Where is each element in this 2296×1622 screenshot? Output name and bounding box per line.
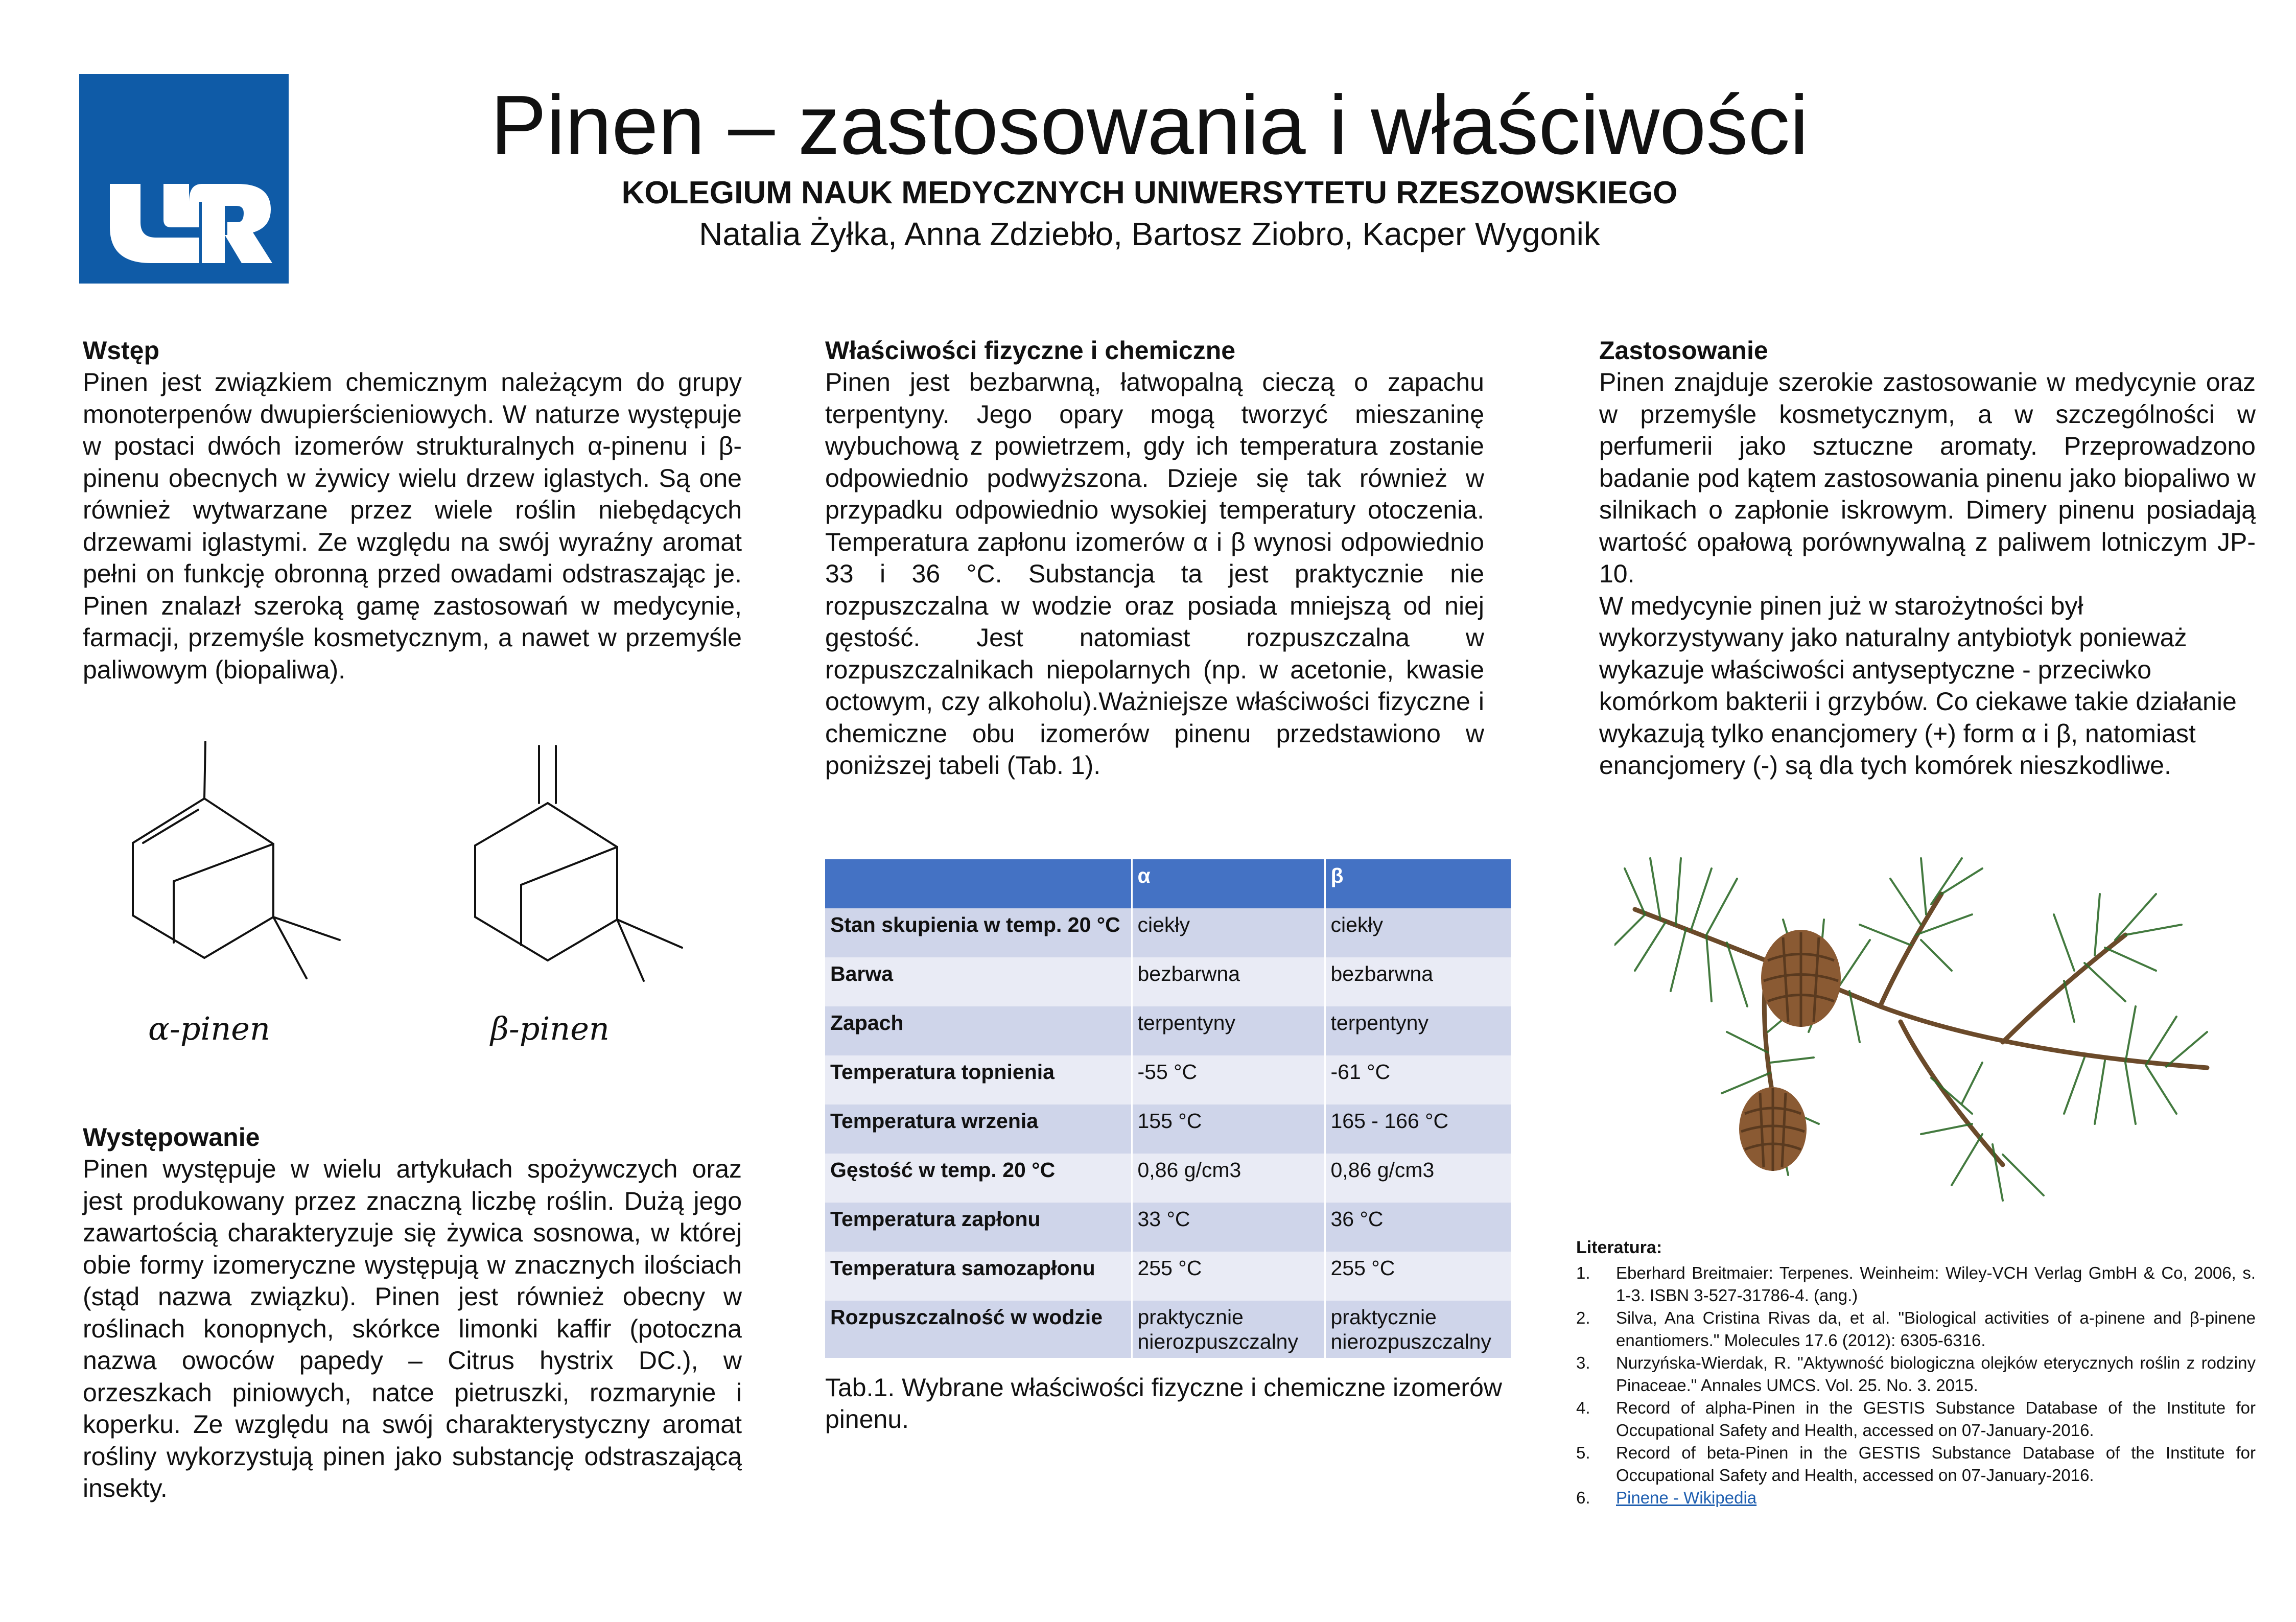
- table-cell: -61 °C: [1325, 1055, 1511, 1104]
- list-item: [1576, 1307, 2256, 1352]
- table-row: [825, 1006, 1511, 1055]
- list-item: [1576, 1352, 2256, 1397]
- occurrence-heading: Występowanie: [83, 1123, 260, 1151]
- list-item-text: Nurzyńska-Wierdak, R. "Aktywność biologiczna olejków eterycznych roślin z rodziny Pinaceae." Annales UMCS. Vol. 25. No. 3. 2015.: [1616, 1353, 2256, 1395]
- table-cell: praktycznie nierozpuszczalny: [1132, 1301, 1325, 1358]
- table-cell: bezbarwna: [1132, 957, 1325, 1006]
- table-row: [825, 908, 1511, 957]
- list-item-number: 5.: [1576, 1443, 1590, 1462]
- table-cell: 165 - 166 °C: [1325, 1104, 1511, 1154]
- beta-pinene-structure: [475, 746, 682, 981]
- wikipedia-link[interactable]: Pinene - Wikipedia: [1616, 1488, 1757, 1507]
- list-item: [1576, 1262, 2256, 1307]
- list-item-text: Record of alpha-Pinen in the GESTIS Substance Database of the Institute for Occupational Safety and Health, accessed on 07-January-2016.: [1616, 1398, 2256, 1440]
- table-header-row: [825, 859, 1511, 908]
- ur-logo-icon: [79, 74, 289, 284]
- table-header-cell: [825, 859, 1132, 908]
- list-item: [1576, 1442, 2256, 1487]
- table-cell: Zapach: [825, 1006, 1132, 1055]
- uses-heading: Zastosowanie: [1599, 336, 1768, 365]
- properties-table: [825, 859, 1512, 1358]
- list-item-number: 1.: [1576, 1263, 1590, 1282]
- table-row: [825, 1252, 1511, 1301]
- table-cell: bezbarwna: [1325, 957, 1511, 1006]
- table-cell: terpentyny: [1325, 1006, 1511, 1055]
- list-item: [1576, 1397, 2256, 1442]
- table-cell: ciekły: [1325, 908, 1511, 957]
- table-row: [825, 1154, 1511, 1203]
- table-cell: Barwa: [825, 957, 1132, 1006]
- list-item-text: Eberhard Breitmaier: Terpenes. Weinheim: Wiley-VCH Verlag GmbH & Co, 2006, s. 1-3. ISBN 3-527-31786-4. (ang.): [1616, 1263, 2256, 1305]
- alpha-pinene-label: α-pinen: [148, 1010, 270, 1047]
- intro-text: Pinen jest związkiem chemicznym należącym do grupy monoterpenów dwupierścieniowych. W naturze występuje w postaci dwóch izomerów strukturalnych α-pinenu i β-pinenu obecnych w żywicy wielu drzew iglastych. Są one również wytwarzane przez wiele roślin niebędących drzewami iglastymi. Ze względu na swój wyraźny aromat pełni on funkcję obronną przed owadami odstraszając je. Pinen znalazł szeroką gamę zastosowań w medycynie, farmacji, przemyśle kosmetycznym, a nawet w przemyśle paliwowym (biopaliwa).: [83, 368, 742, 684]
- table-row: [825, 957, 1511, 1006]
- table-row: [825, 1203, 1511, 1252]
- properties-heading: Właściwości fizyczne i chemiczne: [825, 336, 1236, 365]
- table-cell: Gęstość w temp. 20 °C: [825, 1154, 1132, 1203]
- list-item-number: 2.: [1576, 1308, 1590, 1327]
- uses-text-1: Pinen znajduje szerokie zastosowanie w medycynie oraz w przemyśle kosmetycznym, a w szczególności w perfumerii jako sztuczne aromaty. Przeprowadzono badanie pod kątem zastosowania pinenu jako biopaliwo w silnikach o zapłonie iskrowym. Dimery pinenu posiadają wartość opałową porównywalną z paliwem lotniczym JP-10.: [1599, 368, 2256, 588]
- pine-branch-icon: [1614, 838, 2217, 1206]
- uses-text-2: W medycynie pinen już w starożytności był wykorzystywany jako naturalny antybiotyk ponieważ wykazuje właściwości antyseptyczne - przeciwko komórkom bakterii i grzybów. Co ciekawe takie działanie wykazują tylko enancjomery (+) form α i β, natomiast enancjomery (-) są dla tych komórek nieszkodliwe.: [1599, 591, 2237, 780]
- list-item-text: Record of beta-Pinen in the GESTIS Substance Database of the Institute for Occupational Safety and Health, accessed on 07-January-2016.: [1616, 1443, 2256, 1485]
- table-caption: Tab.1. Wybrane właściwości fizyczne i chemiczne izomerów pinenu.: [825, 1373, 1502, 1433]
- section-intro: [83, 335, 742, 705]
- list-item-number: 4.: [1576, 1398, 1590, 1417]
- table-cell: 0,86 g/cm3: [1132, 1154, 1325, 1203]
- section-occurrence: [83, 1121, 742, 1505]
- properties-table-wrapper: [825, 859, 1511, 1358]
- table-cell: 255 °C: [1325, 1252, 1511, 1301]
- table-cell: 36 °C: [1325, 1203, 1511, 1252]
- molecule-structures: [102, 731, 715, 1068]
- occurrence-text: Pinen występuje w wielu artykułach spożywczych oraz jest produkowany przez znaczną liczbę roślin. Dużą jego zawartością charakteryzuje się żywica sosnowa, w której obie formy izomeryczne występują w znacznych ilościach (stąd nazwa związku). Pinen jest również obecny w roślinach konopnych, skórkce limonki kaffir (potoczna nazwa owoców papedy – Citrus hystrix DC.), w orzeszkach piniowych, natce pietruszki, rozmarynie i koperku. Ze względu na swój charakterystyczny aromat rośliny wykorzystują pinen jako substancję odstraszającą insekty.: [83, 1155, 742, 1502]
- literature-section: [1576, 1236, 2256, 1509]
- pine-branch-illustration: [1614, 838, 2217, 1206]
- beta-pinene-label: β-pinen: [490, 1010, 610, 1047]
- table-cell: 255 °C: [1132, 1252, 1325, 1301]
- table-cell: ciekły: [1132, 908, 1325, 957]
- authors-line: Natalia Żyłka, Anna Zdziebło, Bartosz Ziobro, Kacper Wygonik: [699, 216, 1600, 252]
- table-cell: 0,86 g/cm3: [1325, 1154, 1511, 1203]
- section-properties: [825, 335, 1484, 782]
- list-item-number: 6.: [1576, 1488, 1590, 1507]
- table-cell: 155 °C: [1132, 1104, 1325, 1154]
- institution-name: KOLEGIUM NAUK MEDYCZNYCH UNIWERSYTETU RZESZOWSKIEGO: [621, 175, 1678, 210]
- list-item-text: Silva, Ana Cristina Rivas da, et al. "Biological activities of a-pinene and β-pinene enantiomers." Molecules 17.6 (2012): 6305-6316.: [1616, 1308, 2256, 1350]
- table-row: [825, 1055, 1511, 1104]
- table-cell: Temperatura topnienia: [825, 1055, 1132, 1104]
- table-cell: Temperatura wrzenia: [825, 1104, 1132, 1154]
- table-row: [825, 1104, 1511, 1154]
- table-cell: Temperatura samozapłonu: [825, 1252, 1132, 1301]
- list-item-number: 3.: [1576, 1353, 1590, 1372]
- table-cell: 33 °C: [1132, 1203, 1325, 1252]
- poster-title: Pinen – zastosowania i właściwości: [490, 78, 1809, 172]
- section-uses: [1599, 335, 2256, 782]
- intro-heading: Wstęp: [83, 336, 159, 365]
- table-header-cell: β: [1325, 859, 1511, 908]
- table-cell: terpentyny: [1132, 1006, 1325, 1055]
- literature-list: [1576, 1262, 2256, 1509]
- table-cell: Rozpuszczalność w wodzie: [825, 1301, 1132, 1358]
- properties-text: Pinen jest bezbarwną, łatwopalną cieczą o zapachu terpentyny. Jego opary mogą tworzyć mieszaninę wybuchową z powietrzem, gdy ich temperatura zostanie odpowiednio podwyższona. Dzieje się tak również w przypadku odpowiednio wysokiej temperatury otoczenia. Temperatura zapłonu izomerów α i β wynosi odpowiednio 33 i 36 °C. Substancja ta jest praktycznie nie rozpuszczalna w wodzie oraz posiada mniejszą od niej gęstość. Jest natomiast rozpuszczalna w rozpuszczalnikach niepolarnych (np. w acetonie, kwasie octowym, czy alkoholu).Ważniejsze właściwości fizyczne i chemiczne obu izomerów pinenu przedstawiono w poniższej tabeli (Tab. 1).: [825, 368, 1484, 780]
- table-row: [825, 1301, 1511, 1358]
- table-cell: Temperatura zapłonu: [825, 1203, 1132, 1252]
- pine-cone-icon: [1739, 930, 1841, 1171]
- alpha-pinene-structure: [133, 742, 340, 978]
- table-cell: -55 °C: [1132, 1055, 1325, 1104]
- table-header-cell: α: [1132, 859, 1325, 908]
- list-item: [1576, 1487, 2256, 1509]
- table-cell: Stan skupienia w temp. 20 °C: [825, 908, 1132, 957]
- university-logo: [79, 74, 289, 284]
- literature-title: Literatura:: [1576, 1238, 1662, 1257]
- table-cell: praktycznie nierozpuszczalny: [1325, 1301, 1511, 1358]
